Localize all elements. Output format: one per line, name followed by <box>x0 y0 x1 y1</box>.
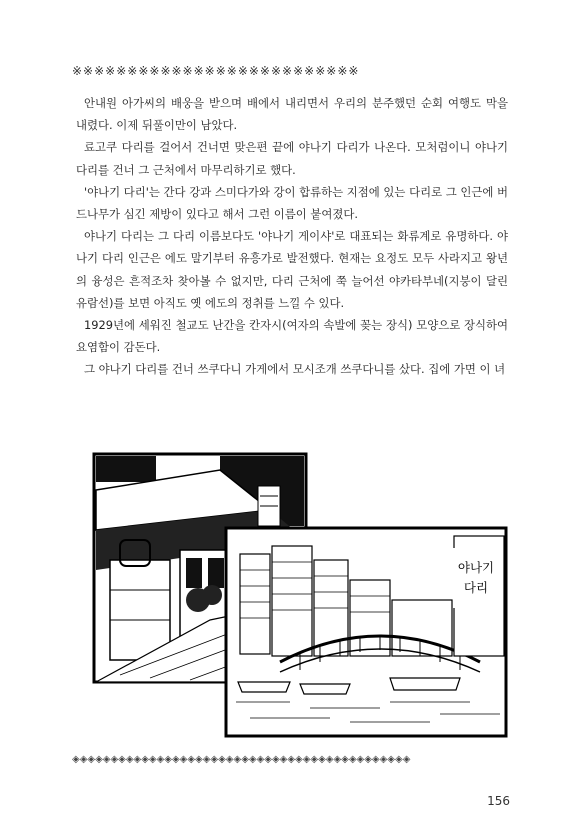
paragraph: 안내원 아가씨의 배웅을 받으며 배에서 내리면서 우리의 분주했던 순회 여행도 막을 내렸다. 이제 뒤풀이만이 남았다. <box>76 96 508 133</box>
label-line-1: 야나기 <box>457 560 495 575</box>
body-text <box>76 92 508 381</box>
bottom-decorative-border: ◈◈◈◈◈◈◈◈◈◈◈◈◈◈◈◈◈◈◈◈◈◈◈◈◈◈◈◈◈◈◈◈◈◈◈◈◈◈◈◈◈◈◈◈ <box>72 754 411 765</box>
paragraph: 그 야나기 다리를 건너 쓰쿠다니 가게에서 모시조개 쓰쿠다니를 샀다. 집에 가면 이 녀 <box>84 362 506 377</box>
bridge-name-label <box>453 548 499 608</box>
bridge-illustration <box>90 450 510 740</box>
page-number: 156 <box>487 794 510 808</box>
illustration-drawing <box>90 450 510 740</box>
paragraph: '야나기 다리'는 간다 강과 스미다가와 강이 합류하는 지점에 있는 다리로 그 인근에 버드나무가 심긴 제방이 있다고 해서 그런 이름이 붙여졌다. <box>76 184 508 222</box>
paragraph: 료고쿠 다리를 걸어서 건너면 맞은편 끝에 야나기 다리가 나온다. 모처럼이니 야나기 다리를 건너 그 근처에서 마무리하기로 했다. <box>76 140 508 177</box>
paragraph: 야나기 다리는 그 다리 이름보다도 '야나기 게이샤'로 대표되는 화류계로 유명하다. 야나기 다리 인근은 에도 말기부터 유흥가로 발전했다. 현재는 요정도 모두 사라지고 왕년의 융성은 흔적조차 찾아볼 수 없지만, 다리 근처에 쭉 늘어선 야카타부네(지붕이 달린 유람선)를 보면 아직도 옛 에도의 정취를 느낄 수 있다. <box>76 229 508 310</box>
label-line-2: 다리 <box>463 580 489 595</box>
top-decorative-border: ※※※※※※※※※※※※※※※※※※※※※※※※※※ <box>72 64 360 78</box>
paragraph: 1929년에 세워진 철교도 난간을 칸자시(여자의 속발에 꽂는 장식) 모양으로 장식하여 요염함이 감돈다. <box>76 318 508 355</box>
